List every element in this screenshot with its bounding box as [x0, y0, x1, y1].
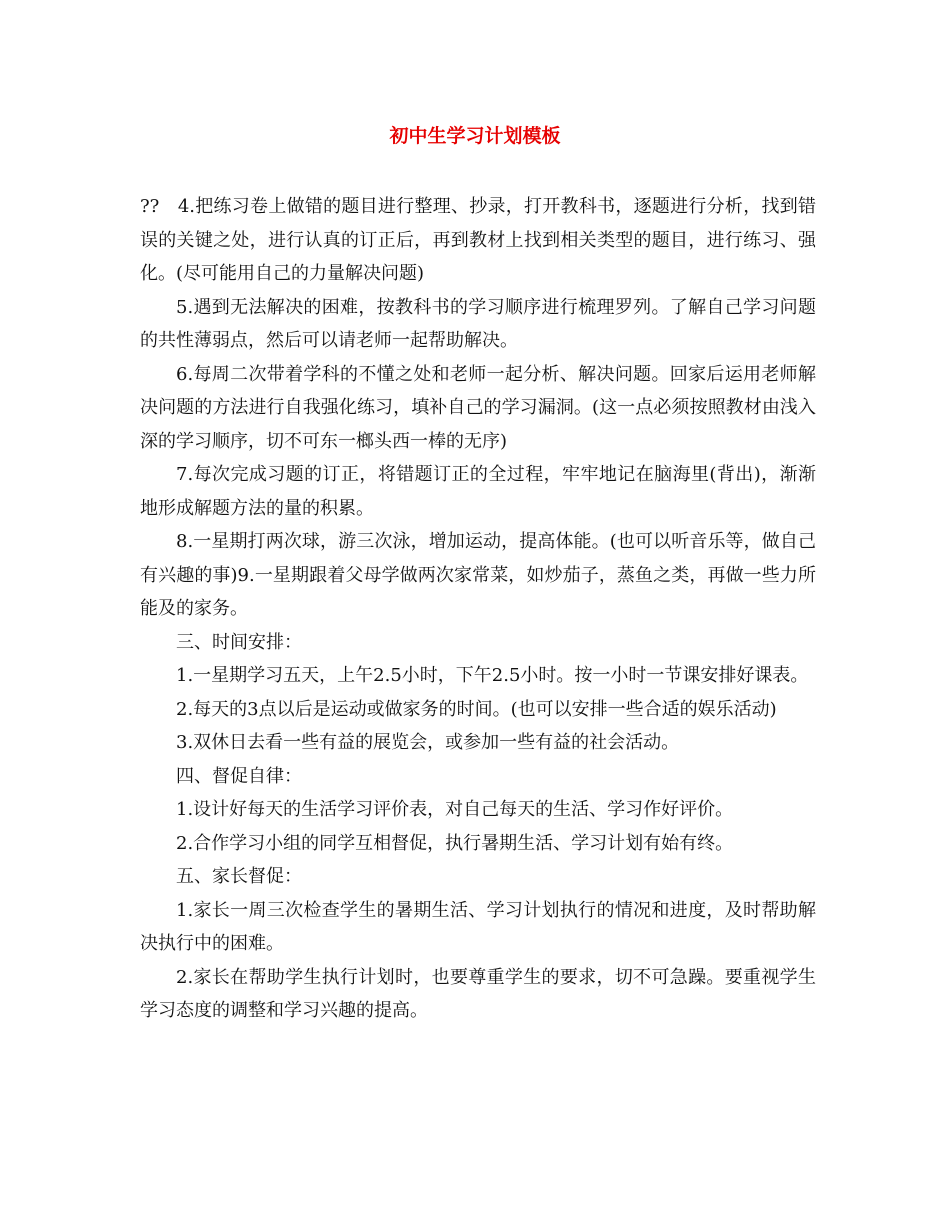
schedule-item-1: 1.一星期学习五天，上午2.5小时，下午2.5小时。按一小时一节课安排好课表。 — [176, 665, 809, 686]
section-heading-self-discipline: 四、督促自律： — [176, 765, 302, 787]
section-heading-time-schedule: 三、时间安排： — [176, 631, 302, 653]
section-heading-parent-supervision: 五、家长督促： — [176, 866, 302, 887]
document-title: 初中生学习计划模板 — [389, 125, 561, 147]
paragraph-item-5: 5.遇到无法解决的困难，按教科书的学习顺序进行梳理罗列。了解自己学习问题的共性薄弱点，然后可以请老师一起帮助解决。 — [140, 296, 816, 351]
discipline-item-1: 1.设计好每天的生活学习评价表，对自己每天的生活、学习作好评价。 — [176, 799, 734, 820]
paragraph-item-4: ?? 4.把练习卷上做错的题目进行整理、抄录，打开教科书，逐题进行分析，找到错误的关键之处，进行认真的订正后，再到教材上找到相关类型的题目，进行练习、强化。(尽可能用自己的力量解决问题) — [140, 196, 816, 284]
discipline-item-2: 2.合作学习小组的同学互相督促，执行暑期生活、学习计划有始有终。 — [176, 832, 734, 854]
parent-item-2: 2.家长在帮助学生执行计划时，也要尊重学生的要求，切不可急躁。要重视学生学习态度的调整和学习兴趣的提高。 — [140, 966, 816, 1021]
paragraph-item-7: 7.每次完成习题的订正，将错题订正的全过程，牢牢地记在脑海里(背出)，渐渐地形成解题方法的量的积累。 — [140, 464, 816, 519]
paragraph-item-8-9: 8.一星期打两次球，游三次泳，增加运动，提高体能。(也可以听音乐等，做自己有兴趣的事)9.一星期跟着父母学做两次家常菜，如炒茄子，蒸鱼之类，再做一些力所能及的家务。 — [140, 531, 816, 619]
schedule-item-3: 3.双休日去看一些有益的展览会，或参加一些有益的社会活动。 — [176, 732, 680, 753]
document-body — [140, 190, 816, 1028]
parent-item-1: 1.家长一周三次检查学生的暑期生活、学习计划执行的情况和进度，及时帮助解决执行中的困难。 — [140, 899, 816, 954]
paragraph-item-6: 6.每周二次带着学科的不懂之处和老师一起分析、解决问题。回家后运用老师解决问题的方法进行自我强化练习，填补自己的学习漏洞。(这一点必须按照教材由浅入深的学习顺序，切不可东一榔头西一棒的无序) — [140, 363, 816, 452]
schedule-item-2: 2.每天的3点以后是运动或做家务的时间。(也可以安排一些合适的娱乐活动) — [176, 698, 777, 720]
